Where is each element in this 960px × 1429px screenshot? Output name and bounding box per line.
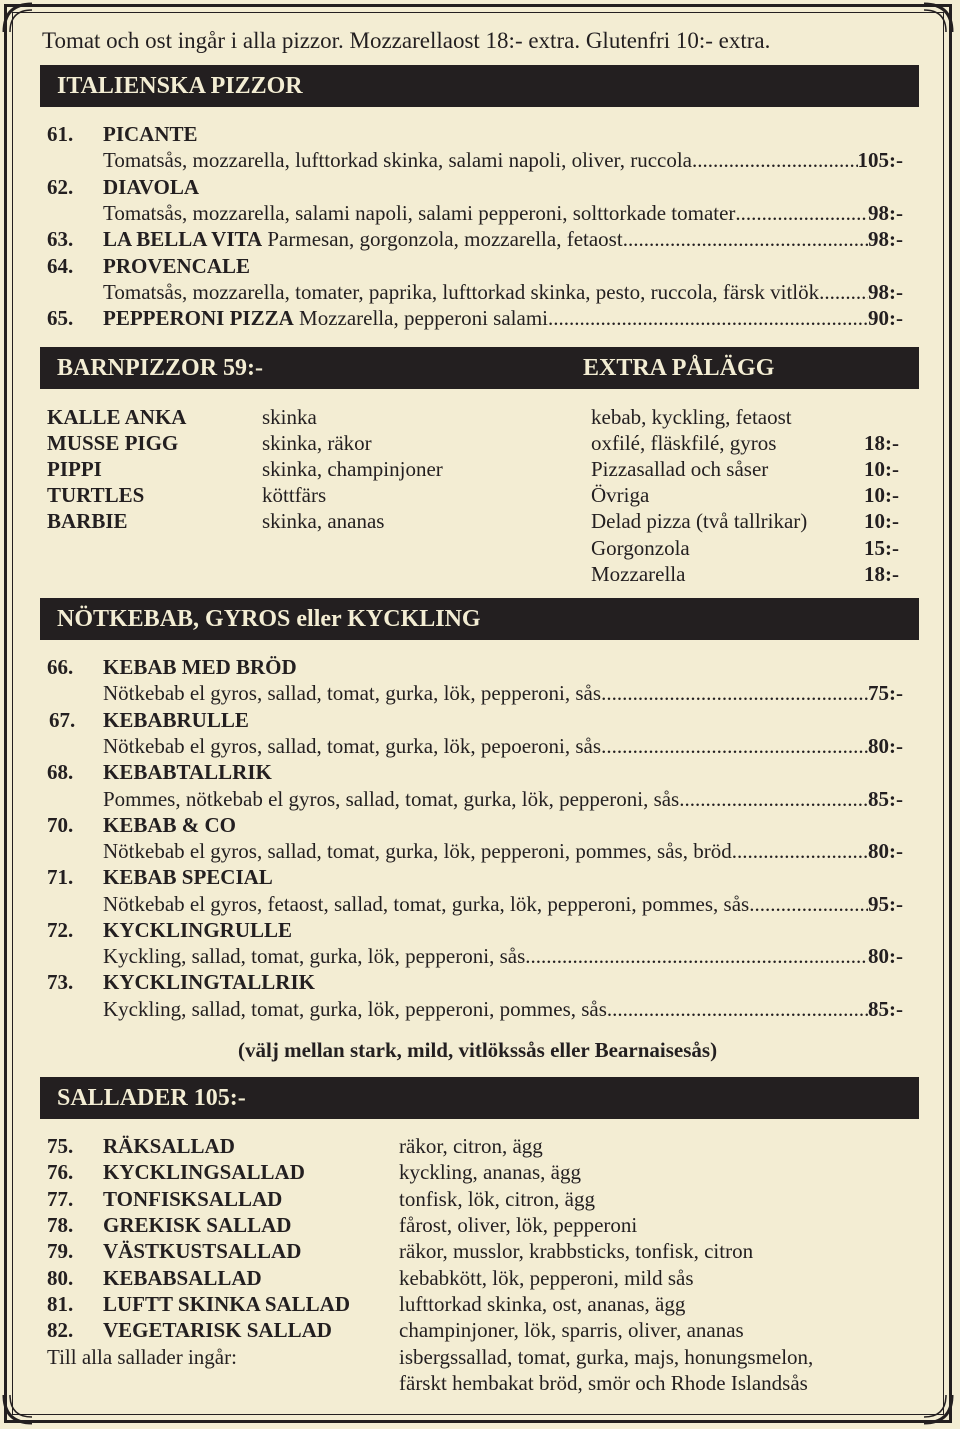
section-header-sallader [40,1077,919,1119]
dot-leader [732,838,868,864]
item-name: LA BELLA VITA [103,227,263,251]
dot-leader [735,200,868,226]
section-title: SALLADER 105:- [57,1085,246,1111]
item-name: PICANTE [103,122,198,146]
dot-leader [623,226,868,252]
item-desc-row [103,279,903,305]
salad-footer-line: isbergssallad, tomat, gurka, majs, honungsmelon, [399,1345,814,1369]
item-desc: Nötkebab el gyros, sallad, tomat, gurka, lök, pepoeroni, sås [103,734,602,758]
item-desc: Tomatsås, mozzarella, salami napoli, salami pepperoni, solttorkade tomater [103,201,736,225]
item-number: 73. [47,970,74,994]
item-number: 61. [47,122,74,146]
item-number: 79. [47,1239,74,1263]
item-desc: Pommes, nötkebab el gyros, sallad, tomat, gurka, lök, pepperoni, sås [103,787,680,811]
item-desc-row [103,226,903,252]
item-price: 105:- [857,148,903,172]
extra-topping-name: Pizzasallad och såser [591,457,769,481]
item-number: 63. [47,227,74,251]
item-desc: Nötkebab el gyros, fetaost, sallad, tomat, gurka, lök, pepperoni, pommes, sås [103,892,750,916]
kids-pizza-desc: skinka, räkor [262,431,372,455]
section-title: EXTRA PÅLÄGG [583,355,775,381]
item-desc: Parmesan, gorgonzola, mozzarella, fetaost [267,227,623,251]
item-desc: Kyckling, sallad, tomat, gurka, lök, pepperoni, pommes, sås [103,997,607,1021]
corner-ornament-icon [2,1391,36,1425]
item-price: 85:- [868,787,903,811]
extra-topping-price: 18:- [864,562,899,586]
salad-footer-line: färskt hembakat bröd, smör och Rhode Islandsås [399,1371,808,1395]
section-title: ITALIENSKA PIZZOR [57,73,303,99]
section-title: NÖTKEBAB, GYROS eller KYCKLING [57,606,481,632]
item-number: 62. [47,175,74,199]
dot-leader [548,305,868,331]
item-desc-row [103,996,903,1022]
item-price: 95:- [868,892,903,916]
dot-leader [601,733,868,759]
item-desc: Tomatsås, mozzarella, lufttorkad skinka, salami napoli, oliver, ruccola [103,148,692,172]
dot-leader [607,996,868,1022]
item-name: VÄSTKUSTSALLAD [103,1239,302,1263]
item-name: DIAVOLA [103,175,200,199]
dot-leader [601,680,868,706]
corner-ornament-icon [920,2,954,36]
item-desc: Tomatsås, mozzarella, tomater, paprika, lufttorkad skinka, pesto, ruccola, färsk vitlök [103,280,820,304]
item-name: KYCKLINGRULLE [103,918,293,942]
item-price: 98:- [868,280,903,304]
item-name: KYCKLINGSALLAD [103,1160,305,1184]
item-number: 76. [47,1160,74,1184]
item-name: VEGETARISK SALLAD [103,1318,332,1342]
item-name: KEBAB SPECIAL [103,865,273,889]
corner-ornament-icon [2,2,36,36]
kids-pizza-name: MUSSE PIGG [47,431,179,455]
item-desc: räkor, musslor, krabbsticks, tonfisk, citron [399,1239,754,1263]
item-desc: Kyckling, sallad, tomat, gurka, lök, pepperoni, sås [103,944,526,968]
item-number: 78. [47,1213,74,1237]
extra-topping-name: Mozzarella [591,562,686,586]
sauce-note: (välj mellan stark, mild, vitlökssås eller Bearnaisesås) [238,1038,718,1062]
item-desc-row [103,943,903,969]
item-name: KEBABRULLE [103,708,249,732]
item-name: PEPPERONI PIZZA [103,306,294,330]
item-price: 80:- [868,734,903,758]
item-price: 80:- [868,839,903,863]
item-desc: Nötkebab el gyros, sallad, tomat, gurka, lök, pepperoni, sås [103,681,602,705]
kids-pizza-name: TURTLES [47,483,145,507]
section-title: BARNPIZZOR 59:- [57,355,264,381]
item-desc: Nötkebab el gyros, sallad, tomat, gurka, lök, pepperoni, pommes, sås, bröd [103,839,732,863]
item-name: KEBAB & CO [103,813,237,837]
item-name: LUFTT SKINKA SALLAD [103,1292,351,1316]
item-desc-row [103,733,903,759]
item-price: 98:- [868,227,903,251]
corner-ornament-icon [920,1391,954,1425]
kids-pizza-desc: skinka [262,405,317,429]
item-desc-row [103,147,903,173]
item-number: 75. [47,1134,74,1158]
item-price: 98:- [868,201,903,225]
kids-pizza-name: PIPPI [47,457,102,481]
extra-topping-price: 10:- [864,509,899,533]
item-number: 68. [47,760,74,784]
item-number: 67. [49,708,76,732]
item-number: 80. [47,1266,74,1290]
kids-pizza-desc: skinka, champinjoner [262,457,443,481]
extra-topping-name: Delad pizza (två tallrikar) [591,509,808,533]
item-name: GREKISK SALLAD [103,1213,292,1237]
item-number: 64. [47,254,74,278]
item-number: 81. [47,1292,74,1316]
item-desc: lufttorkad skinka, ost, ananas, ägg [399,1292,686,1316]
kids-pizza-name: KALLE ANKA [47,405,187,429]
item-number: 70. [47,813,74,837]
item-desc: Mozzarella, pepperoni salami [299,306,548,330]
extra-topping-name: kebab, kyckling, fetaost [591,405,792,429]
extra-topping-name: oxfilé, fläskfilé, gyros [591,431,777,455]
salad-footer-label: Till alla sallader ingår: [47,1345,237,1369]
item-name: RÄKSALLAD [103,1134,235,1158]
extra-topping-price: 15:- [864,536,899,560]
dot-leader [692,147,858,173]
section-header-kebab [40,598,919,640]
item-number: 66. [47,655,74,679]
kids-pizza-desc: skinka, ananas [262,509,385,533]
item-price: 90:- [868,306,903,330]
item-name: PROVENCALE [103,254,251,278]
item-price: 85:- [868,997,903,1021]
item-desc: fårost, oliver, lök, pepperoni [399,1213,638,1237]
item-desc-row [103,200,903,226]
item-desc: räkor, citron, ägg [399,1134,543,1158]
extra-topping-price: 18:- [864,431,899,455]
item-desc-row [103,305,903,331]
item-name: TONFISKSALLAD [103,1187,283,1211]
item-desc: kebabkött, lök, pepperoni, mild sås [399,1266,694,1290]
item-desc-row [103,891,903,917]
kids-pizza-name: BARBIE [47,509,128,533]
extra-topping-price: 10:- [864,457,899,481]
item-name: KEBABTALLRIK [103,760,272,784]
item-price: 80:- [868,944,903,968]
item-number: 77. [47,1187,74,1211]
item-number: 82. [47,1318,74,1342]
item-desc-row [103,838,903,864]
intro-text: Tomat och ost ingår i alla pizzor. Mozzarellaost 18:- extra. Glutenfri 10:- extra. [42,28,771,53]
section-header-italienska [40,65,919,107]
dot-leader [679,786,868,812]
item-desc-row [103,786,903,812]
item-number: 72. [47,918,74,942]
item-desc: tonfisk, lök, citron, ägg [399,1187,595,1211]
dot-leader [525,943,868,969]
item-name: KYCKLINGTALLRIK [103,970,315,994]
item-desc: champinjoner, lök, sparris, oliver, ananas [399,1318,744,1342]
extra-topping-price: 10:- [864,483,899,507]
dot-leader [749,891,868,917]
item-name: KEBAB MED BRÖD [103,655,297,679]
section-header-barnpizzor [40,347,919,389]
kids-pizza-desc: köttfärs [262,483,327,507]
item-price: 75:- [868,681,903,705]
extra-topping-name: Gorgonzola [591,536,690,560]
item-desc-row [103,680,903,706]
item-number: 71. [47,865,74,889]
extra-topping-name: Övriga [591,483,650,507]
item-number: 65. [47,306,74,330]
item-name: KEBABSALLAD [103,1266,262,1290]
item-desc: kyckling, ananas, ägg [399,1160,581,1184]
dot-leader [819,279,868,305]
